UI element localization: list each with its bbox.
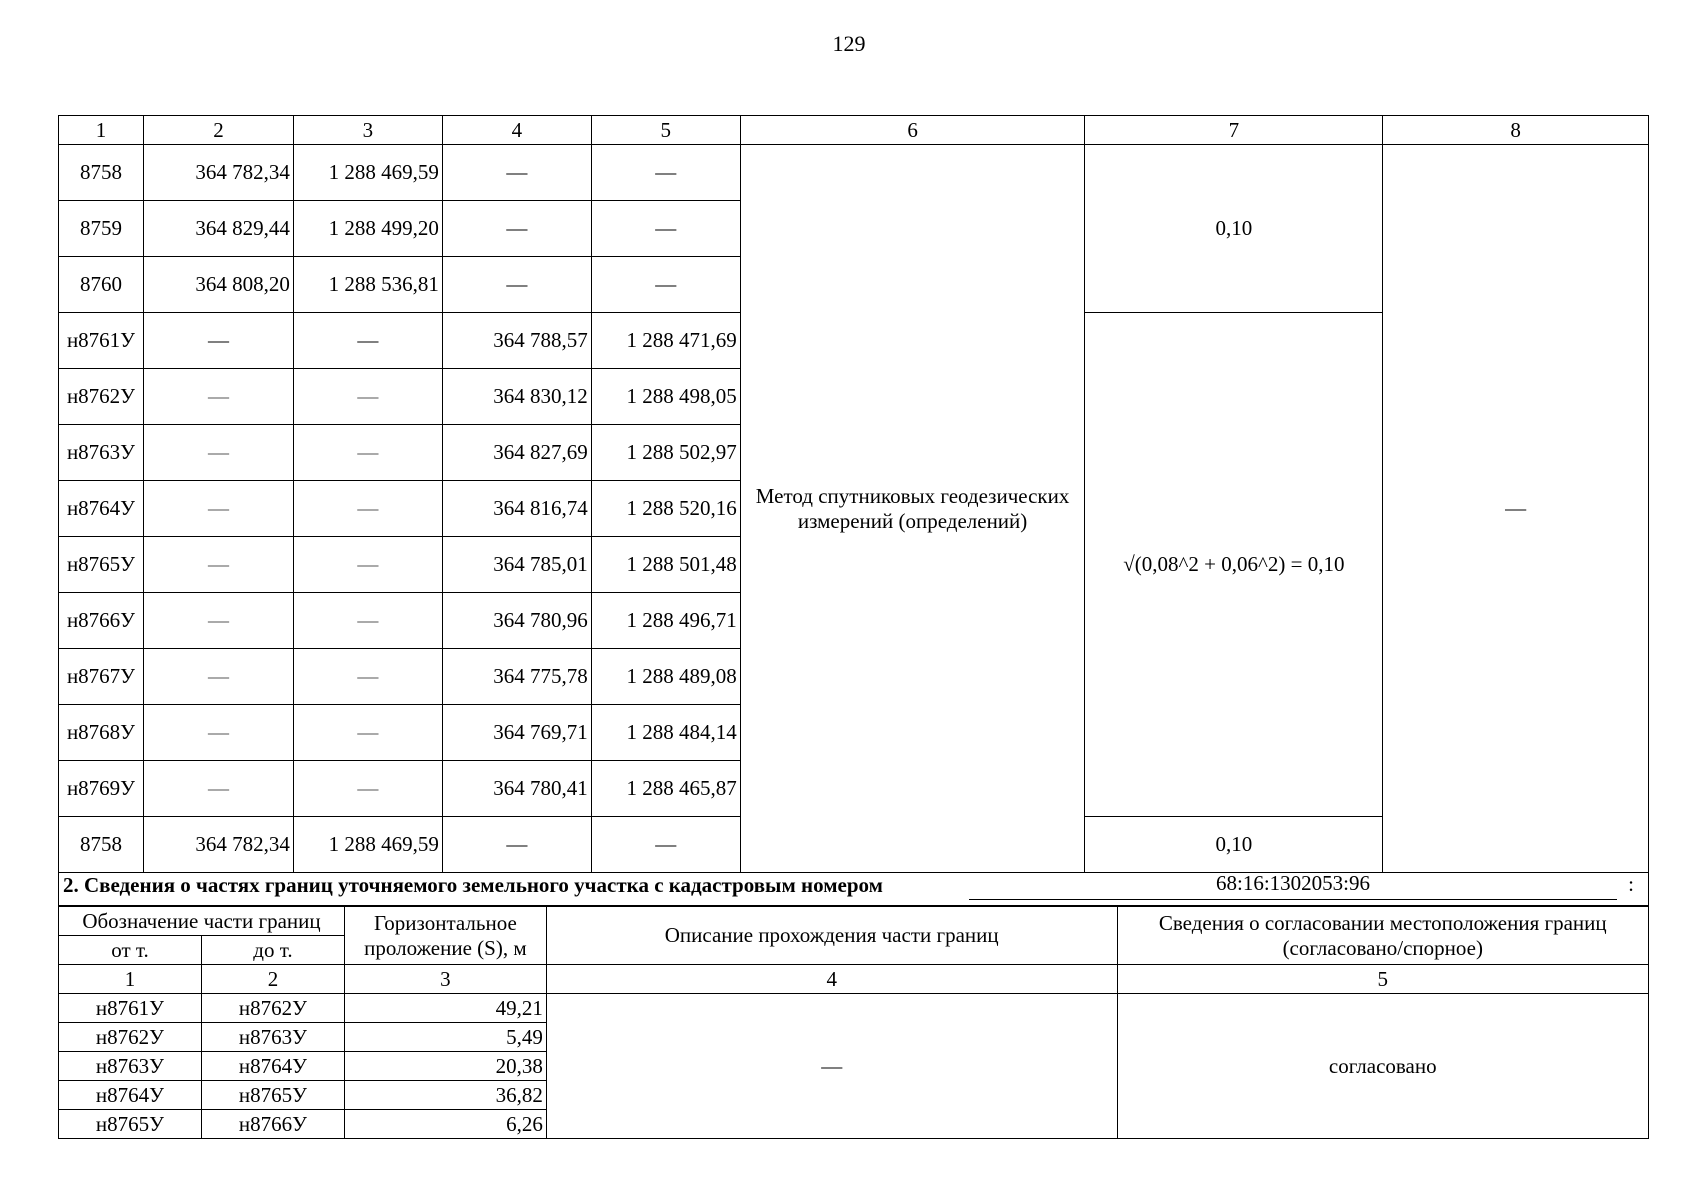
to-point: н8763У (201, 1023, 344, 1052)
x-existing: — (143, 705, 293, 761)
col-header-7: 7 (1085, 116, 1383, 145)
horizontal-header: Горизонтальное проложение (S), м (344, 907, 546, 965)
point-id: 8759 (59, 201, 144, 257)
y-refined: 1 288 520,16 (591, 481, 740, 537)
y-existing: — (293, 705, 442, 761)
description-header: Описание прохождения части границ (546, 907, 1117, 965)
col-header-8: 8 (1383, 116, 1649, 145)
horizontal-distance: 6,26 (344, 1110, 546, 1139)
x-refined: 364 780,41 (442, 761, 591, 817)
x-existing: — (143, 761, 293, 817)
x-refined: 364 775,78 (442, 649, 591, 705)
horizontal-distance: 5,49 (344, 1023, 546, 1052)
agreement-header: Сведения о согласовании местоположения границ (согласовано/спорное) (1117, 907, 1648, 965)
to-point: н8766У (201, 1110, 344, 1139)
x-refined: 364 788,57 (442, 313, 591, 369)
parts-header-row-1 (59, 907, 1649, 936)
x-refined: 364 785,01 (442, 537, 591, 593)
y-existing: — (293, 425, 442, 481)
x-existing: 364 782,34 (143, 145, 293, 201)
parts-col-num-2: 2 (201, 965, 344, 994)
y-existing: 1 288 536,81 (293, 257, 442, 313)
x-existing: — (143, 481, 293, 537)
horizontal-distance: 20,38 (344, 1052, 546, 1081)
y-refined: — (591, 145, 740, 201)
col-header-3: 3 (293, 116, 442, 145)
col-header-1: 1 (59, 116, 144, 145)
point-id: н8766У (59, 593, 144, 649)
x-refined: 364 827,69 (442, 425, 591, 481)
point-id: н8764У (59, 481, 144, 537)
x-refined: 364 816,74 (442, 481, 591, 537)
table-row (59, 145, 1649, 201)
point-id: н8763У (59, 425, 144, 481)
to-point: н8762У (201, 994, 344, 1023)
x-refined: — (442, 257, 591, 313)
from-point: н8761У (59, 994, 202, 1023)
y-existing: — (293, 537, 442, 593)
section-2-colon: : (1628, 872, 1634, 896)
from-header: от т. (59, 936, 202, 965)
horizontal-distance: 49,21 (344, 994, 546, 1023)
col-header-2: 2 (143, 116, 293, 145)
x-refined: — (442, 201, 591, 257)
y-refined: 1 288 496,71 (591, 593, 740, 649)
y-existing: 1 288 469,59 (293, 817, 442, 873)
y-refined: 1 288 484,14 (591, 705, 740, 761)
method-cell: Метод спутниковых геодезических измерений (определений) (740, 145, 1085, 873)
from-point: н8762У (59, 1023, 202, 1052)
agreement-cell: согласовано (1117, 994, 1648, 1139)
table-row (59, 994, 1649, 1023)
x-existing: 364 782,34 (143, 817, 293, 873)
x-existing: — (143, 537, 293, 593)
y-refined: 1 288 489,08 (591, 649, 740, 705)
y-existing: — (293, 649, 442, 705)
section-2-heading (58, 869, 1649, 906)
point-id: н8768У (59, 705, 144, 761)
y-existing: — (293, 481, 442, 537)
boundary-parts-table (58, 906, 1649, 1139)
to-header: до т. (201, 936, 344, 965)
y-refined: — (591, 201, 740, 257)
x-refined: 364 780,96 (442, 593, 591, 649)
y-refined: 1 288 471,69 (591, 313, 740, 369)
x-refined: 364 769,71 (442, 705, 591, 761)
y-existing: — (293, 593, 442, 649)
parts-col-num-4: 4 (546, 965, 1117, 994)
horizontal-distance: 36,82 (344, 1081, 546, 1110)
page-number: 129 (832, 31, 866, 56)
from-point: н8763У (59, 1052, 202, 1081)
col8-cell: — (1383, 145, 1649, 873)
section-2-title: 2. Сведения о частях границ уточняемого земельного участка с кадастровым номером (63, 873, 883, 897)
point-id: н8761У (59, 313, 144, 369)
parts-col-num-1: 1 (59, 965, 202, 994)
y-existing: 1 288 469,59 (293, 145, 442, 201)
y-refined: 1 288 502,97 (591, 425, 740, 481)
x-existing: 364 829,44 (143, 201, 293, 257)
description-cell: — (546, 994, 1117, 1139)
to-point: н8764У (201, 1052, 344, 1081)
y-existing: — (293, 369, 442, 425)
cadastral-number: 68:16:1302053:96 (969, 871, 1617, 900)
point-id: 8758 (59, 817, 144, 873)
from-point: н8764У (59, 1081, 202, 1110)
x-refined: 364 830,12 (442, 369, 591, 425)
point-id: 8758 (59, 145, 144, 201)
y-existing: — (293, 313, 442, 369)
y-refined: 1 288 498,05 (591, 369, 740, 425)
y-existing: 1 288 499,20 (293, 201, 442, 257)
y-refined: 1 288 501,48 (591, 537, 740, 593)
point-id: н8762У (59, 369, 144, 425)
y-refined: — (591, 817, 740, 873)
accuracy-top: 0,10 (1085, 145, 1383, 313)
parts-col-num-3: 3 (344, 965, 546, 994)
point-id: 8760 (59, 257, 144, 313)
point-id: н8765У (59, 537, 144, 593)
y-refined: — (591, 257, 740, 313)
designation-header: Обозначение части границ (59, 907, 345, 936)
x-refined: — (442, 145, 591, 201)
parts-col-num-5: 5 (1117, 965, 1648, 994)
x-existing: — (143, 649, 293, 705)
x-existing: — (143, 425, 293, 481)
x-existing: — (143, 593, 293, 649)
accuracy-bottom: 0,10 (1085, 817, 1383, 873)
x-existing: 364 808,20 (143, 257, 293, 313)
x-refined: — (442, 817, 591, 873)
to-point: н8765У (201, 1081, 344, 1110)
parts-number-row (59, 965, 1649, 994)
col-header-5: 5 (591, 116, 740, 145)
from-point: н8765У (59, 1110, 202, 1139)
x-existing: — (143, 369, 293, 425)
point-id: н8769У (59, 761, 144, 817)
accuracy-formula: √(0,08^2 + 0,06^2) = 0,10 (1085, 313, 1383, 817)
y-refined: 1 288 465,87 (591, 761, 740, 817)
point-id: н8767У (59, 649, 144, 705)
coordinates-table (58, 115, 1649, 873)
col-header-6: 6 (740, 116, 1085, 145)
y-existing: — (293, 761, 442, 817)
x-existing: — (143, 313, 293, 369)
coords-header-row (59, 116, 1649, 145)
col-header-4: 4 (442, 116, 591, 145)
